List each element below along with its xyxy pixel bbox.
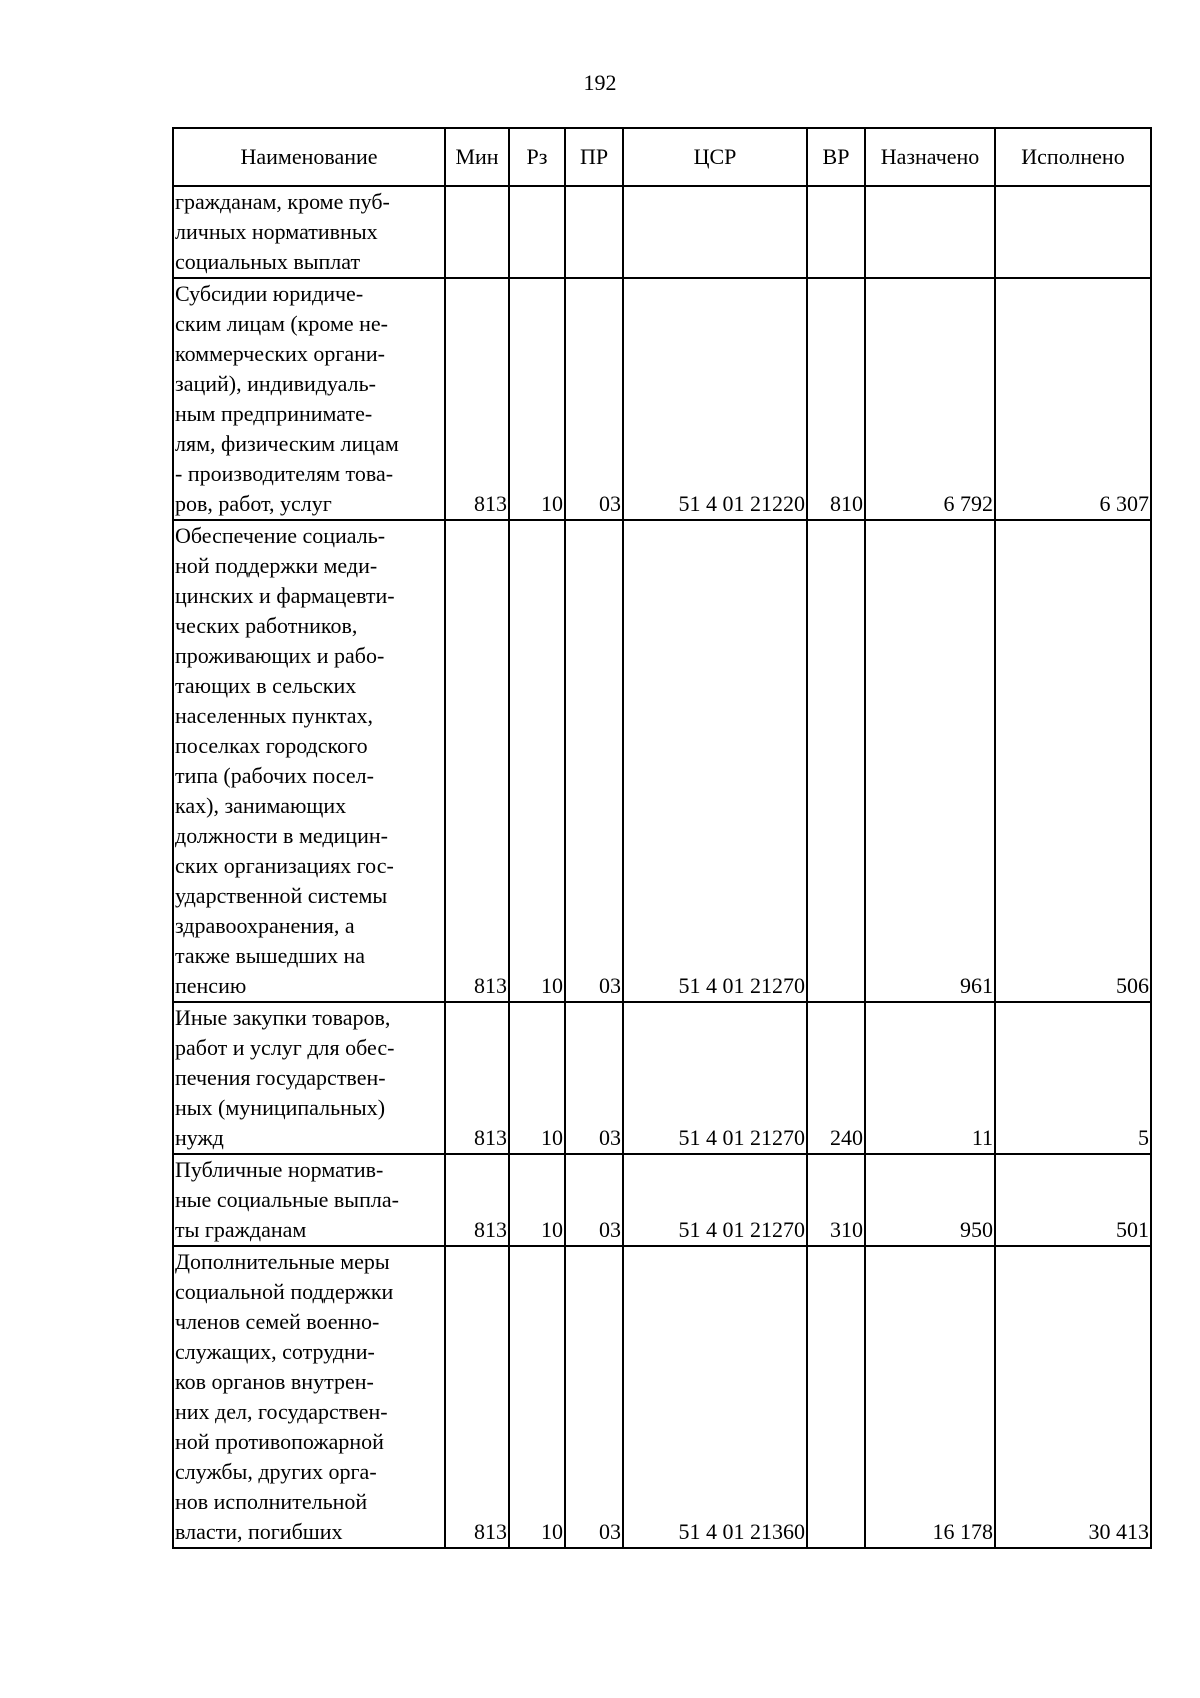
cell-pr: 03: [565, 278, 623, 520]
cell-vr: [807, 520, 865, 1002]
budget-table: [172, 127, 1152, 1549]
cell-assigned: 11: [865, 1002, 995, 1154]
table-row: [173, 186, 1151, 278]
cell-csr: 51 4 01 21270: [623, 1154, 807, 1246]
cell-min: [445, 186, 509, 278]
table-row: [173, 1154, 1151, 1246]
header-executed: Исполнено: [995, 128, 1151, 186]
cell-name: Субсидии юридиче- ским лицам (кроме не- коммерческих органи- заций), индивидуаль- ным предпринимате- лям, физическим лицам - производителям това- ров, работ, услуг: [173, 278, 445, 520]
header-rz: Рз: [509, 128, 565, 186]
cell-executed: 5: [995, 1002, 1151, 1154]
cell-vr: 810: [807, 278, 865, 520]
cell-executed: 506: [995, 520, 1151, 1002]
cell-assigned: 961: [865, 520, 995, 1002]
cell-assigned: 950: [865, 1154, 995, 1246]
cell-name: гражданам, кроме пуб- личных нормативных социальных выплат: [173, 186, 445, 278]
cell-name: Публичные норматив- ные социальные выпла- ты гражданам: [173, 1154, 445, 1246]
page-number: 192: [583, 70, 617, 95]
cell-name: Дополнительные меры социальной поддержки членов семей военно- служащих, сотрудни- ков органов внутрен- них дел, государствен- ной противопожарной службы, других орга- нов исполнительной власти, погибших: [173, 1246, 445, 1548]
cell-executed: 30 413: [995, 1246, 1151, 1548]
cell-assigned: [865, 186, 995, 278]
table-row: [173, 1002, 1151, 1154]
cell-rz: [509, 186, 565, 278]
table-row: [173, 278, 1151, 520]
cell-assigned: 6 792: [865, 278, 995, 520]
cell-pr: 03: [565, 1154, 623, 1246]
cell-csr: 51 4 01 21270: [623, 520, 807, 1002]
cell-pr: 03: [565, 1246, 623, 1548]
cell-name: Иные закупки товаров, работ и услуг для обес- печения государствен- ных (муниципальных) нужд: [173, 1002, 445, 1154]
cell-min: 813: [445, 278, 509, 520]
cell-min: 813: [445, 1246, 509, 1548]
table-header-row: [173, 128, 1151, 186]
cell-min: 813: [445, 1154, 509, 1246]
table-row: [173, 1246, 1151, 1548]
cell-rz: 10: [509, 1246, 565, 1548]
cell-csr: 51 4 01 21220: [623, 278, 807, 520]
cell-csr: 51 4 01 21270: [623, 1002, 807, 1154]
cell-rz: 10: [509, 1154, 565, 1246]
cell-rz: 10: [509, 1002, 565, 1154]
table-row: [173, 520, 1151, 1002]
cell-executed: 501: [995, 1154, 1151, 1246]
cell-pr: [565, 186, 623, 278]
cell-vr: 310: [807, 1154, 865, 1246]
header-pr: ПР: [565, 128, 623, 186]
cell-csr: [623, 186, 807, 278]
header-name: Наименование: [173, 128, 445, 186]
cell-min: 813: [445, 520, 509, 1002]
header-csr: ЦСР: [623, 128, 807, 186]
cell-executed: [995, 186, 1151, 278]
cell-executed: 6 307: [995, 278, 1151, 520]
cell-pr: 03: [565, 1002, 623, 1154]
cell-rz: 10: [509, 520, 565, 1002]
cell-pr: 03: [565, 520, 623, 1002]
cell-vr: [807, 1246, 865, 1548]
header-min: Мин: [445, 128, 509, 186]
header-assigned: Назначено: [865, 128, 995, 186]
cell-csr: 51 4 01 21360: [623, 1246, 807, 1548]
cell-assigned: 16 178: [865, 1246, 995, 1548]
cell-vr: 240: [807, 1002, 865, 1154]
cell-min: 813: [445, 1002, 509, 1154]
cell-name: Обеспечение социаль- ной поддержки меди- цинских и фармацевти- ческих работников, проживающих и рабо- тающих в сельских населенных пунктах, поселках городского типа (рабочих посел- ках), занимающих должности в медицин- ских организациях гос- ударственной системы здравоохранения, а также вышедших на пенсию: [173, 520, 445, 1002]
cell-rz: 10: [509, 278, 565, 520]
header-vr: ВР: [807, 128, 865, 186]
cell-vr: [807, 186, 865, 278]
